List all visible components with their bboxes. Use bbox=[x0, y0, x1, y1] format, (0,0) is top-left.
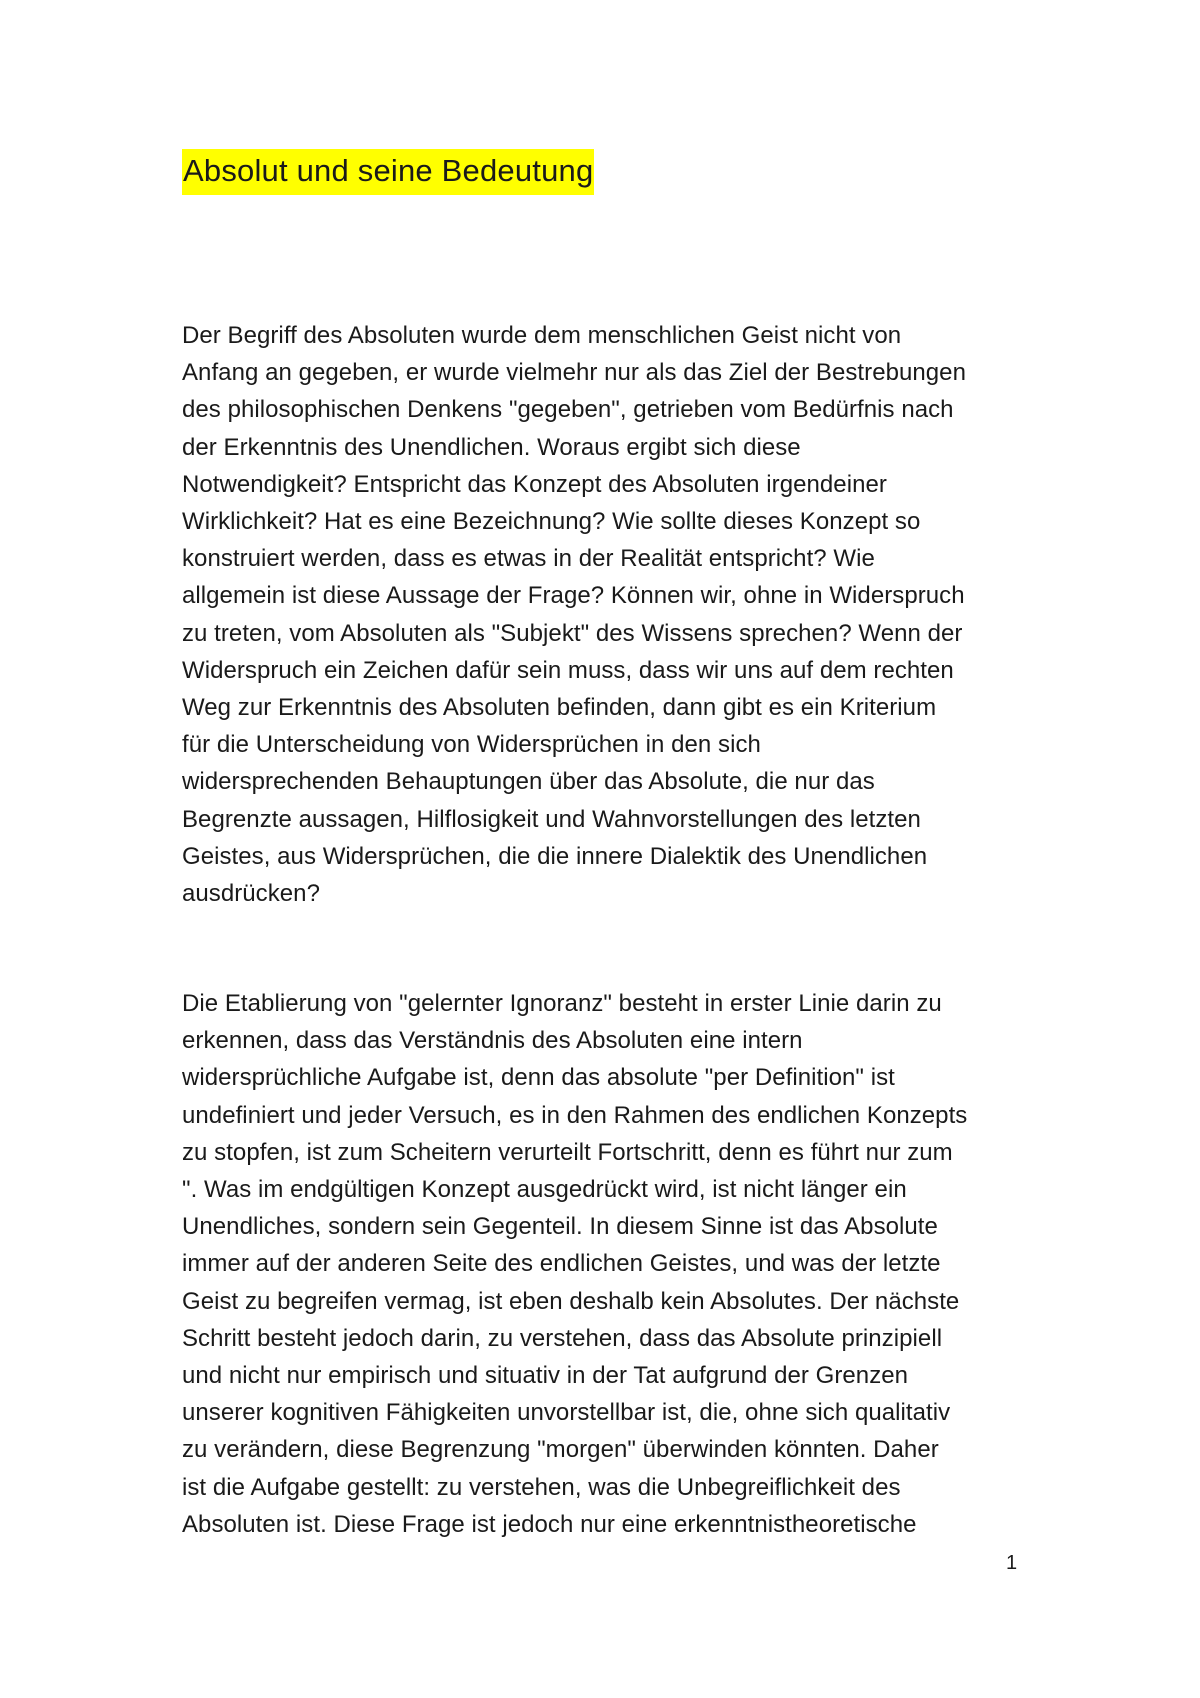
text-line: unserer kognitiven Fähigkeiten unvorstellbar ist, die, ohne sich qualitativ bbox=[182, 1399, 951, 1427]
text-line: Absoluten ist. Diese Frage ist jedoch nur eine erkenntnistheoretische bbox=[182, 1510, 917, 1538]
text-line: undefiniert und jeder Versuch, es in den Rahmen des endlichen Konzepts bbox=[182, 1101, 968, 1129]
text-line: für die Unterscheidung von Widersprüchen in den sich bbox=[182, 731, 761, 759]
text-line: und nicht nur empirisch und situativ in der Tat aufgrund der Grenzen bbox=[182, 1362, 909, 1390]
text-line: widersprechenden Behauptungen über das Absolute, die nur das bbox=[182, 768, 875, 796]
text-line: Begrenzte aussagen, Hilflosigkeit und Wahnvorstellungen des letzten bbox=[182, 805, 921, 833]
title-highlight: Absolut und seine Bedeutung bbox=[182, 149, 594, 195]
text-line: des philosophischen Denkens "gegeben", getrieben vom Bedürfnis nach bbox=[182, 396, 954, 424]
text-line: Notwendigkeit? Entspricht das Konzept des Absoluten irgendeiner bbox=[182, 470, 887, 498]
page-number: 1 bbox=[1006, 1552, 1018, 1574]
text-line: ". Was im endgültigen Konzept ausgedrückt wird, ist nicht länger ein bbox=[182, 1176, 907, 1204]
text-line: zu verändern, diese Begrenzung "morgen" überwinden könnten. Daher bbox=[182, 1436, 939, 1464]
text-line: immer auf der anderen Seite des endlichen Geistes, und was der letzte bbox=[182, 1250, 941, 1278]
text-line: Widerspruch ein Zeichen dafür sein muss, dass wir uns auf dem rechten bbox=[182, 656, 954, 684]
text-line: Geistes, aus Widersprüchen, die die innere Dialektik des Unendlichen bbox=[182, 842, 928, 870]
text-line: Weg zur Erkenntnis des Absoluten befinden, dann gibt es ein Kriterium bbox=[182, 694, 937, 722]
text-line: ausdrücken? bbox=[182, 880, 320, 908]
text-line: widersprüchliche Aufgabe ist, denn das absolute "per Definition" ist bbox=[182, 1064, 895, 1092]
text-line: Schritt besteht jedoch darin, zu verstehen, dass das Absolute prinzipiell bbox=[182, 1324, 943, 1352]
text-line: der Erkenntnis des Unendlichen. Woraus ergibt sich diese bbox=[182, 433, 801, 461]
text-line: konstruiert werden, dass es etwas in der Realität entspricht? Wie bbox=[182, 545, 875, 573]
text-line: allgemein ist diese Aussage der Frage? Können wir, ohne in Widerspruch bbox=[182, 582, 965, 610]
paragraph-1 bbox=[182, 317, 1022, 912]
text-line: Unendliches, sondern sein Gegenteil. In diesem Sinne ist das Absolute bbox=[182, 1213, 938, 1241]
paragraph-2 bbox=[182, 985, 1022, 1543]
text-line: Anfang an gegeben, er wurde vielmehr nur als das Ziel der Bestrebungen bbox=[182, 359, 966, 387]
text-line: Geist zu begreifen vermag, ist eben deshalb kein Absolutes. Der nächste bbox=[182, 1287, 960, 1315]
text-line: ist die Aufgabe gestellt: zu verstehen, was die Unbegreiflichkeit des bbox=[182, 1473, 901, 1501]
document-title bbox=[182, 145, 594, 197]
text-line: zu stopfen, ist zum Scheitern verurteilt Fortschritt, denn es führt nur zum bbox=[182, 1138, 953, 1166]
text-line: Wirklichkeit? Hat es eine Bezeichnung? Wie sollte dieses Konzept so bbox=[182, 508, 921, 536]
text-line: erkennen, dass das Verständnis des Absoluten eine intern bbox=[182, 1027, 803, 1055]
text-line: zu treten, vom Absoluten als "Subjekt" des Wissens sprechen? Wenn der bbox=[182, 619, 963, 647]
text-line: Die Etablierung von "gelernter Ignoranz" besteht in erster Linie darin zu bbox=[182, 990, 942, 1017]
text-line: Der Begriff des Absoluten wurde dem menschlichen Geist nicht von bbox=[182, 322, 902, 349]
